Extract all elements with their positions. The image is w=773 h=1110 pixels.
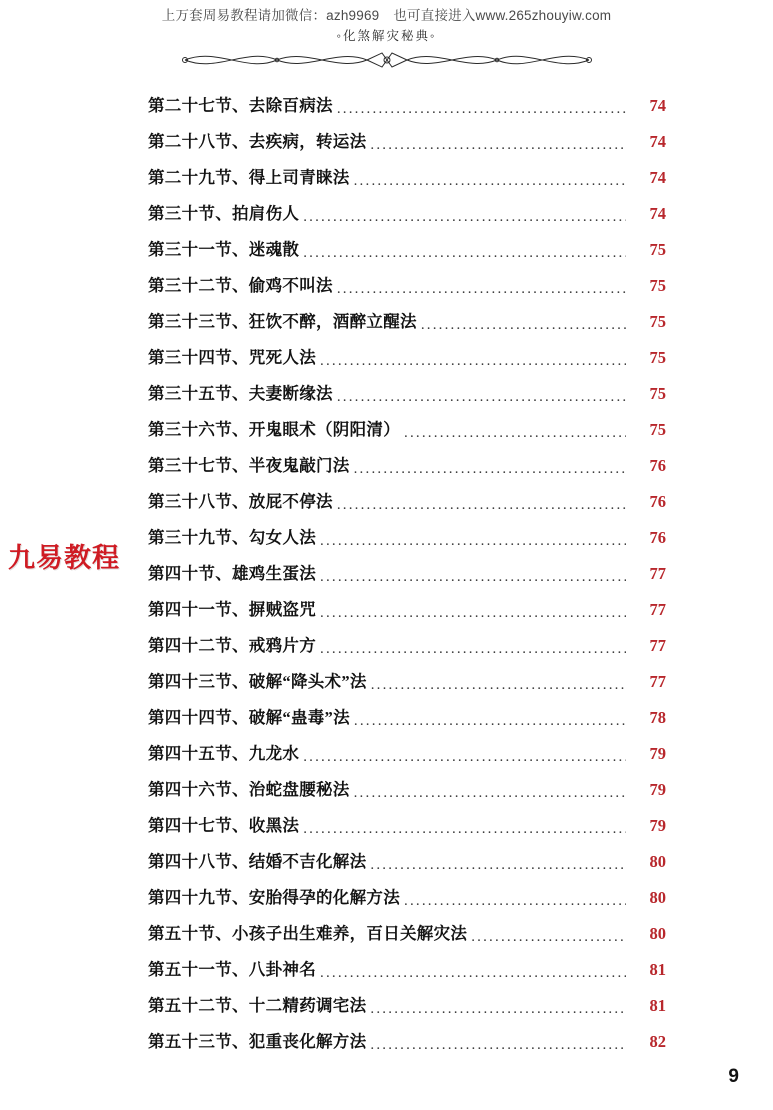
toc-leader-dots [370, 1024, 626, 1060]
toc-entry-page: 79 [649, 744, 666, 763]
toc-leader-dots [354, 772, 626, 808]
toc-entry-page: 81 [649, 996, 666, 1015]
table-of-contents [148, 88, 666, 1060]
toc-entry-page: 74 [649, 168, 666, 187]
toc-entry-page: 76 [649, 456, 666, 475]
toc-leader-dots [337, 376, 626, 412]
toc-leader-dots [471, 916, 626, 952]
toc-entry-page: 82 [649, 1032, 666, 1051]
ornament-divider [177, 45, 597, 75]
toc-entry[interactable] [148, 232, 666, 268]
toc-leader-dots [320, 592, 626, 628]
toc-entry[interactable] [148, 484, 666, 520]
toc-entry-label: 第三十九节、勾女人法 [148, 528, 316, 547]
toc-entry-page: 80 [649, 924, 666, 943]
toc-entry[interactable] [148, 268, 666, 304]
toc-entry-page: 74 [649, 204, 666, 223]
toc-leader-dots [337, 88, 626, 124]
toc-entry-label: 第四十一节、摒贼盗咒 [148, 600, 316, 619]
side-watermark: 九易教程 [8, 543, 120, 573]
toc-leader-dots [320, 340, 626, 376]
toc-entry-label: 第四十七节、收黑法 [148, 816, 300, 835]
toc-entry-page: 75 [649, 240, 666, 259]
toc-entry[interactable] [148, 916, 666, 952]
toc-entry-page: 74 [649, 132, 666, 151]
toc-leader-dots [354, 700, 626, 736]
toc-entry-page: 75 [649, 276, 666, 295]
toc-entry-label: 第三十三节、狂饮不醉，酒醉立醒法 [148, 312, 417, 331]
toc-entry-page: 76 [649, 492, 666, 511]
toc-entry-label: 第三十七节、半夜鬼敲门法 [148, 456, 350, 475]
toc-entry[interactable] [148, 196, 666, 232]
toc-leader-dots [404, 880, 626, 916]
toc-entry-label: 第四十八节、结婚不吉化解法 [148, 852, 367, 871]
toc-leader-dots [370, 988, 626, 1024]
top-watermark [0, 4, 773, 24]
toc-entry[interactable] [148, 628, 666, 664]
toc-entry-page: 76 [649, 528, 666, 547]
toc-entry-page: 75 [649, 420, 666, 439]
toc-entry-label: 第二十八节、去疾病，转运法 [148, 132, 367, 151]
toc-entry[interactable] [148, 340, 666, 376]
toc-entry[interactable] [148, 448, 666, 484]
toc-entry-page: 78 [649, 708, 666, 727]
toc-leader-dots [354, 160, 626, 196]
top-watermark-id: azh9969 [326, 8, 380, 23]
top-watermark-text-right: 也可直接进入www.265zhouyiw.com [393, 8, 612, 23]
toc-entry[interactable] [148, 88, 666, 124]
toc-leader-dots [320, 628, 626, 664]
toc-entry[interactable] [148, 988, 666, 1024]
toc-leader-dots [337, 268, 626, 304]
toc-leader-dots [320, 520, 626, 556]
toc-entry[interactable] [148, 772, 666, 808]
toc-entry[interactable] [148, 124, 666, 160]
toc-leader-dots [320, 952, 626, 988]
toc-entry-page: 77 [649, 636, 666, 655]
toc-entry[interactable] [148, 160, 666, 196]
toc-entry-page: 80 [649, 852, 666, 871]
toc-leader-dots [354, 448, 626, 484]
toc-entry[interactable] [148, 844, 666, 880]
toc-entry-label: 第五十节、小孩子出生难养，百日关解灾法 [148, 924, 468, 943]
toc-entry[interactable] [148, 520, 666, 556]
toc-leader-dots [370, 124, 626, 160]
toc-entry-label: 第五十三节、犯重丧化解方法 [148, 1032, 367, 1051]
toc-entry[interactable] [148, 304, 666, 340]
toc-entry[interactable] [148, 808, 666, 844]
toc-entry[interactable] [148, 1024, 666, 1060]
toc-entry-label: 第三十一节、迷魂散 [148, 240, 300, 259]
toc-entry-label: 第四十九节、安胎得孕的化解方法 [148, 888, 400, 907]
toc-leader-dots [421, 304, 626, 340]
toc-entry-label: 第四十六节、治蛇盘腰秘法 [148, 780, 350, 799]
toc-leader-dots [371, 664, 626, 700]
toc-entry[interactable] [148, 376, 666, 412]
toc-entry-label: 第四十四节、破解“蛊毒”法 [148, 708, 350, 727]
toc-leader-dots [404, 412, 626, 448]
toc-entry-page: 77 [649, 672, 666, 691]
toc-entry-label: 第三十五节、夫妻断缘法 [148, 384, 333, 403]
toc-entry-label: 第五十二节、十二精药调宅法 [148, 996, 367, 1015]
toc-entry[interactable] [148, 736, 666, 772]
toc-entry-label: 第四十二节、戒鸦片方 [148, 636, 316, 655]
toc-entry-page: 77 [649, 600, 666, 619]
toc-entry-page: 75 [649, 384, 666, 403]
toc-entry-label: 第三十节、拍肩伤人 [148, 204, 300, 223]
toc-entry[interactable] [148, 592, 666, 628]
toc-entry-label: 第二十七节、去除百病法 [148, 96, 333, 115]
toc-entry-label: 第四十三节、破解“降头术”法 [148, 672, 367, 691]
toc-leader-dots [303, 808, 626, 844]
toc-entry-page: 79 [649, 780, 666, 799]
toc-entry[interactable] [148, 664, 666, 700]
toc-entry-label: 第三十四节、咒死人法 [148, 348, 316, 367]
toc-entry-page: 75 [649, 312, 666, 331]
header-title: ◦化煞解灾秘典◦ [336, 29, 437, 43]
toc-entry-label: 第四十节、雄鸡生蛋法 [148, 564, 316, 583]
toc-entry-label: 第三十六节、开鬼眼术（阴阳清） [148, 420, 400, 439]
toc-leader-dots [337, 484, 626, 520]
toc-entry[interactable] [148, 556, 666, 592]
toc-entry[interactable] [148, 952, 666, 988]
toc-entry-page: 77 [649, 564, 666, 583]
page-number: 9 [728, 1066, 739, 1087]
toc-leader-dots [303, 736, 626, 772]
toc-entry-page: 81 [649, 960, 666, 979]
toc-leader-dots [370, 844, 626, 880]
toc-entry-label: 第五十一节、八卦神名 [148, 960, 316, 979]
toc-entry-label: 第三十二节、偷鸡不叫法 [148, 276, 333, 295]
toc-entry-page: 74 [649, 96, 666, 115]
toc-entry-page: 79 [649, 816, 666, 835]
toc-entry[interactable] [148, 880, 666, 916]
toc-leader-dots [320, 556, 626, 592]
toc-entry-page: 80 [649, 888, 666, 907]
toc-entry-label: 第三十八节、放屁不停法 [148, 492, 333, 511]
top-watermark-text-left: 上万套周易教程请加微信： [161, 8, 327, 23]
toc-entry-page: 75 [649, 348, 666, 367]
toc-entry-label: 第四十五节、九龙水 [148, 744, 300, 763]
page-header [0, 26, 773, 75]
toc-leader-dots [303, 232, 626, 268]
toc-entry-label: 第二十九节、得上司青睐法 [148, 168, 350, 187]
toc-entry[interactable] [148, 412, 666, 448]
toc-leader-dots [303, 196, 626, 232]
toc-entry[interactable] [148, 700, 666, 736]
